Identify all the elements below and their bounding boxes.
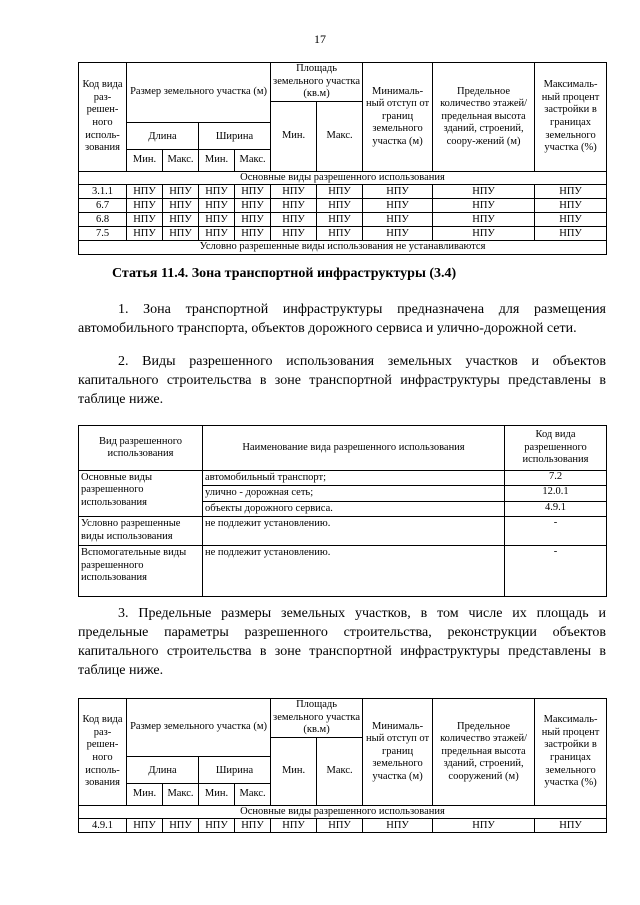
row-code: 3.1.1 xyxy=(79,185,127,199)
header-width-min: Мин. xyxy=(199,784,235,805)
uses-conditional-code: - xyxy=(505,517,607,546)
row-code: 7.5 xyxy=(79,227,127,241)
uses-item-code: 4.9.1 xyxy=(505,501,607,516)
uses-header-type: Вид разрешенного использования xyxy=(79,426,203,471)
uses-item-name: автомобильный транспорт; xyxy=(203,471,505,486)
section-main-label: Основные виды разрешенного использования xyxy=(79,172,607,185)
npu-cell: НПУ xyxy=(535,819,607,833)
npu-cell: НПУ xyxy=(433,185,535,199)
header-area: Площадь земельного участка (кв.м) xyxy=(271,63,363,102)
table-row xyxy=(79,185,607,199)
npu-cell: НПУ xyxy=(163,199,199,213)
header-area-min: Мин. xyxy=(271,737,317,805)
npu-cell: НПУ xyxy=(271,199,317,213)
header-width xyxy=(199,756,271,805)
table-row xyxy=(79,199,607,213)
header-area-max: Макс. xyxy=(317,737,363,805)
npu-cell: НПУ xyxy=(235,185,271,199)
header-length-max: Макс. xyxy=(167,154,194,166)
param-table-top xyxy=(78,62,607,255)
npu-cell: НПУ xyxy=(163,185,199,199)
header-length xyxy=(127,756,199,805)
npu-cell: НПУ xyxy=(199,227,235,241)
npu-cell: НПУ xyxy=(433,227,535,241)
npu-cell: НПУ xyxy=(317,227,363,241)
npu-cell: НПУ xyxy=(199,185,235,199)
uses-main-label: Основные виды разрешенного использования xyxy=(79,471,203,517)
npu-cell: НПУ xyxy=(127,199,163,213)
uses-header-code: Код вида разрешенного использования xyxy=(505,426,607,471)
row-code: 6.8 xyxy=(79,213,127,227)
npu-cell: НПУ xyxy=(271,819,317,833)
header-floors: Предельное количество этажей/ предельная высота зданий, строений, соору-жений (м) xyxy=(433,63,535,172)
header-width-min: Мин. xyxy=(199,150,235,171)
uses-auxiliary-code: - xyxy=(505,546,607,597)
uses-header-name: Наименование вида разрешенного использования xyxy=(203,426,505,471)
npu-cell: НПУ xyxy=(199,199,235,213)
npu-cell: НПУ xyxy=(127,819,163,833)
header-code: Код вида раз-решен-ного исполь-зования xyxy=(79,63,127,172)
header-width-label: Ширина xyxy=(215,764,254,776)
header-length-min: Мин. xyxy=(127,150,163,171)
table-row xyxy=(79,213,607,227)
npu-cell: НПУ xyxy=(535,199,607,213)
header-length-label: Длина xyxy=(148,130,177,142)
npu-cell: НПУ xyxy=(199,213,235,227)
npu-cell: НПУ xyxy=(235,227,271,241)
npu-cell: НПУ xyxy=(433,213,535,227)
param-table-bottom xyxy=(78,698,607,833)
uses-item-name: улично - дорожная сеть; xyxy=(203,486,505,501)
header-size: Размер земельного участка (м) xyxy=(127,63,271,123)
npu-cell: НПУ xyxy=(271,185,317,199)
paragraph-2: 2. Виды разрешенного использования земельных участков и объектов капитального строительства в зоне транспортной инфраструктуры представлены в таблице ниже. xyxy=(78,354,606,407)
npu-cell: НПУ xyxy=(163,819,199,833)
npu-cell: НПУ xyxy=(271,213,317,227)
npu-cell: НПУ xyxy=(199,819,235,833)
header-width-max: Макс. xyxy=(239,154,266,166)
npu-cell: НПУ xyxy=(235,819,271,833)
npu-cell: НПУ xyxy=(363,819,433,833)
uses-item-name: объекты дорожного сервиса. xyxy=(203,501,505,516)
header-percent: Максималь-ный процент застройки в границах земельного участка (%) xyxy=(535,63,607,172)
paragraph-3: 3. Предельные размеры земельных участков, в том числе их площадь и предельные параметры разрешенного строительства, реконструкции объектов капитального строительства в зоне транспортной инфраструктуры представлены в таблице ниже. xyxy=(78,606,606,678)
header-width xyxy=(199,122,271,171)
page-number: 17 xyxy=(314,32,326,46)
uses-table xyxy=(78,425,607,597)
header-percent: Максималь-ный процент застройки в границах земельного участка (%) xyxy=(535,699,607,806)
uses-conditional-value: не подлежит установлению. xyxy=(203,517,505,546)
npu-cell: НПУ xyxy=(535,213,607,227)
uses-auxiliary-value: не подлежит установлению. xyxy=(203,546,505,597)
paragraph-1: 1. Зона транспортной инфраструктуры предназначена для размещения автомобильного транспорта, объектов дорожного сервиса и улично-дорожной сети. xyxy=(78,302,606,336)
uses-item-code: 12.0.1 xyxy=(505,486,607,501)
npu-cell: НПУ xyxy=(127,213,163,227)
section-main-label: Основные виды разрешенного использования xyxy=(79,806,607,819)
article-title: Статья 11.4. Зона транспортной инфраструктуры (3.4) xyxy=(112,266,457,281)
header-offset: Минималь-ный отступ от границ земельного участка (м) xyxy=(363,699,433,806)
npu-cell: НПУ xyxy=(317,213,363,227)
npu-cell: НПУ xyxy=(535,185,607,199)
npu-cell: НПУ xyxy=(363,213,433,227)
npu-cell: НПУ xyxy=(433,819,535,833)
npu-cell: НПУ xyxy=(127,227,163,241)
table-row xyxy=(79,227,607,241)
npu-cell: НПУ xyxy=(127,185,163,199)
uses-auxiliary-label: Вспомогательные виды разрешенного использования xyxy=(79,546,203,597)
npu-cell: НПУ xyxy=(317,185,363,199)
row-code: 6.7 xyxy=(79,199,127,213)
header-area-max: Макс. xyxy=(317,101,363,171)
header-length-min: Мин. xyxy=(127,784,163,805)
header-area-min: Мин. xyxy=(271,101,317,171)
header-length xyxy=(127,122,199,171)
conditional-note: Условно разрешенные виды использования не устанавливаются xyxy=(79,241,607,254)
header-floors: Предельное количество этажей/ предельная высота зданий, строений, сооружений (м) xyxy=(433,699,535,806)
npu-cell: НПУ xyxy=(163,227,199,241)
npu-cell: НПУ xyxy=(317,199,363,213)
table-row xyxy=(79,819,607,833)
uses-item-code: 7.2 xyxy=(505,471,607,486)
npu-cell: НПУ xyxy=(271,227,317,241)
header-offset: Минималь-ный отступ от границ земельного участка (м) xyxy=(363,63,433,172)
header-width-label: Ширина xyxy=(215,130,254,142)
npu-cell: НПУ xyxy=(363,185,433,199)
npu-cell: НПУ xyxy=(535,227,607,241)
header-code: Код вида раз-решен-ного исполь-зования xyxy=(79,699,127,806)
header-width-max: Макс. xyxy=(239,788,266,800)
npu-cell: НПУ xyxy=(363,199,433,213)
header-length-label: Длина xyxy=(148,764,177,776)
npu-cell: НПУ xyxy=(163,213,199,227)
npu-cell: НПУ xyxy=(235,213,271,227)
uses-conditional-label: Условно разрешенные виды использования xyxy=(79,517,203,546)
header-size: Размер земельного участка (м) xyxy=(127,699,271,757)
npu-cell: НПУ xyxy=(235,199,271,213)
header-area: Площадь земельного участка (кв.м) xyxy=(271,699,363,738)
row-code: 4.9.1 xyxy=(79,819,127,833)
npu-cell: НПУ xyxy=(363,227,433,241)
npu-cell: НПУ xyxy=(317,819,363,833)
npu-cell: НПУ xyxy=(433,199,535,213)
header-length-max: Макс. xyxy=(167,788,194,800)
